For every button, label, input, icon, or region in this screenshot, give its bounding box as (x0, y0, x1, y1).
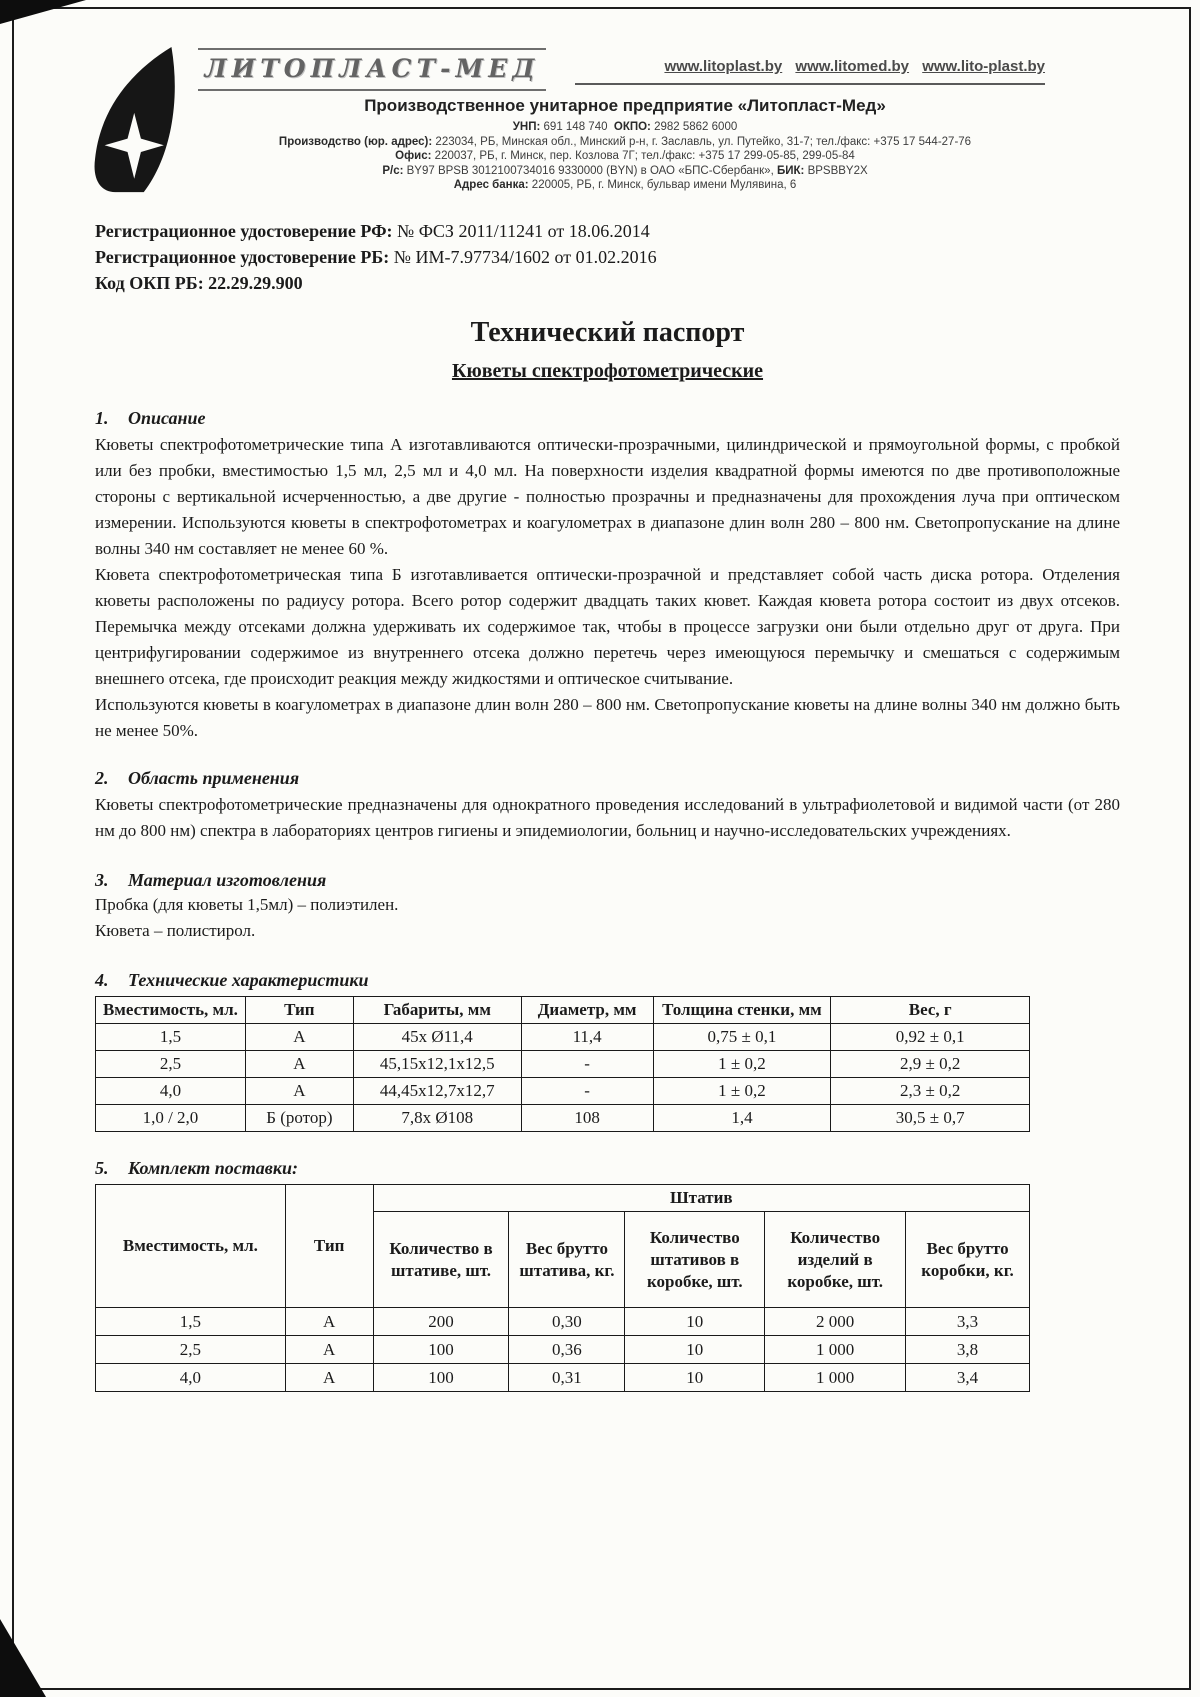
cell: 10 (625, 1364, 765, 1392)
registration-by-label: Регистрационное удостоверение РБ: (95, 247, 390, 267)
detail-line-bank-account (205, 164, 1045, 179)
material-cuvette-line: Кювета – полистирол. (95, 921, 256, 940)
delivery-col-type: Тип (285, 1185, 373, 1308)
company-details (205, 120, 1045, 193)
company-name: Производственное унитарное предприятие «Литопласт-Мед» (364, 96, 886, 115)
section-application (95, 766, 1120, 844)
unp-label: УНП: (512, 121, 541, 133)
section-5-heading (95, 1156, 1120, 1180)
okp-code-line: Код ОКП РБ: 22.29.29.900 (95, 273, 303, 293)
delivery-set-table (95, 1184, 1030, 1392)
section-3-heading (95, 868, 1120, 892)
section-4-number: 4. (95, 970, 109, 990)
section-2-title: Область применения (128, 768, 300, 788)
specs-col-dimensions: Габариты, мм (353, 997, 521, 1024)
specifications-table (95, 996, 1030, 1132)
cell: 45,15х12,1х12,5 (353, 1051, 521, 1078)
production-value: 223034, РБ, Минская обл., Минский р-н, г. Заславль, ул. Путейко, 31-7; тел./факс: +375 17 544-27-76 (435, 135, 972, 148)
unp-value: 691 148 740 (543, 121, 608, 133)
specs-col-capacity: Вместимость, мл. (96, 997, 246, 1024)
account-value: BY97 BPSB 3012100734016 9330000 (BYN) в ОАО «БПС-Сбербанк», (406, 164, 774, 177)
cell: 100 (373, 1364, 509, 1392)
registration-ru-label: Регистрационное удостоверение РФ: (95, 221, 393, 241)
cell: 108 (521, 1105, 653, 1132)
cell: 3,3 (906, 1308, 1030, 1336)
cell: А (245, 1024, 353, 1051)
section-4-title: Технические характеристики (128, 970, 369, 990)
registration-ru-value: № ФСЗ 2011/11241 от 18.06.2014 (397, 221, 650, 241)
cell: 1 000 (765, 1364, 906, 1392)
cell: А (285, 1308, 373, 1336)
cell: А (245, 1078, 353, 1105)
cell: 0,30 (509, 1308, 625, 1336)
delivery-col-qty-in-rack: Количество в штативе, шт. (373, 1212, 509, 1308)
section-2-heading (95, 766, 1120, 790)
scan-artifact-bottom-left (0, 1619, 46, 1697)
section-3-number: 3. (95, 870, 109, 890)
cell: 2,5 (96, 1051, 246, 1078)
cell: А (285, 1336, 373, 1364)
section-material (95, 868, 1120, 944)
section-1-body (95, 432, 1120, 744)
delivery-col-box-weight: Вес брутто коробки, кг. (906, 1212, 1030, 1308)
section-1-title: Описание (128, 408, 206, 428)
section-5-number: 5. (95, 1158, 109, 1178)
delivery-group-row (96, 1185, 1030, 1212)
cell: 0,31 (509, 1364, 625, 1392)
paragraph-type-a: Кюветы спектрофотометрические типа А изготавливаются оптически-прозрачными, цилиндрической и прямоугольной формы, с пробкой или без пробки, вместимостью 1,5 мл, 2,5 мл и 4,0 мл. На поверхности изделия квадратной формы имеются по две противоположные стороны с вертикальной исчерченностью, а две другие - полностью прозрачны и предназначены для прохождения луча при оптическом измерении. Используются кюветы в спектрофотометрах и коагулометрах в диапазоне длин волн 280 – 800 нм. Светопропускание на длине волны 340 нм составляет не менее 60 %. (95, 435, 1120, 558)
cell: 2,5 (96, 1336, 286, 1364)
table-row (96, 1105, 1030, 1132)
cell: 10 (625, 1308, 765, 1336)
paragraph-type-b: Кювета спектрофотометрическая типа Б изготавливается оптически-прозрачной и представляет собой часть диска ротора. Отделения кюветы расположены по радиусу ротора. Всего ротор содержит двадцать таких кювет. Каждая кювета ротора состоит из двух отсеков. Перемычка между отсеками должна удерживать их содержимое так, чтобы в процессе загрузки они были отдельно друг от друга. При центрифугировании содержимое из внутреннего отсека должно перетечь через имеющуюся перемычку и смешаться с содержимым внешнего отсека, где происходит реакция между жидкостями и оптическое считывание. (95, 565, 1120, 688)
delivery-col-items-per-box: Количество изделий в коробке, шт. (765, 1212, 906, 1308)
document-title: Технический паспорт (470, 317, 745, 348)
cell: 1 ± 0,2 (653, 1078, 831, 1105)
section-description (95, 406, 1120, 744)
cell: 200 (373, 1308, 509, 1336)
cell: 100 (373, 1336, 509, 1364)
cell: 2,3 ± 0,2 (831, 1078, 1030, 1105)
table-row (96, 1024, 1030, 1051)
registration-by-line (95, 244, 1120, 270)
cell: 45х Ø11,4 (353, 1024, 521, 1051)
registration-ru-line (95, 218, 1120, 244)
section-2-number: 2. (95, 768, 109, 788)
cell: 3,8 (906, 1336, 1030, 1364)
table-row (96, 1364, 1030, 1392)
office-value: 220037, РБ, г. Минск, пер. Козлова 7Г; тел./факс: +375 17 299-05-85, 299-05-84 (434, 150, 855, 162)
specs-col-type: Тип (245, 997, 353, 1024)
okpo-value: 2982 5862 6000 (654, 121, 738, 133)
cell: 11,4 (521, 1024, 653, 1051)
cell: 1 000 (765, 1336, 906, 1364)
bank-address-label: Адрес банка: (453, 179, 529, 191)
delivery-col-racks-per-box: Количество штативов в коробке, шт. (625, 1212, 765, 1308)
company-logo-icon (91, 46, 187, 194)
cell: 7,8х Ø108 (353, 1105, 521, 1132)
cell: 1,5 (96, 1308, 286, 1336)
delivery-col-capacity: Вместимость, мл. (96, 1185, 286, 1308)
table-row (96, 1308, 1030, 1336)
office-label: Офис: (395, 150, 432, 162)
cell: 1,5 (96, 1024, 246, 1051)
section-4-heading (95, 968, 1120, 992)
section-2-body (95, 792, 1120, 844)
bik-value: BPSBBY2X (807, 164, 868, 177)
letterhead (95, 44, 1045, 194)
website-link-litoplast: www.litoplast.by (664, 58, 783, 75)
delivery-group-shtativ: Штатив (373, 1185, 1029, 1212)
section-1-heading (95, 406, 1120, 430)
specs-header-row (96, 997, 1030, 1024)
account-label: Р/с: (382, 164, 404, 177)
cell: - (521, 1051, 653, 1078)
website-link-litomed: www.litomed.by (795, 58, 910, 75)
cell: А (285, 1364, 373, 1392)
bik-label: БИК: (776, 164, 805, 177)
cell: 1 ± 0,2 (653, 1051, 831, 1078)
company-wordmark: ЛИТОПЛАСТ-МЕД (198, 48, 546, 91)
table-row (96, 1336, 1030, 1364)
cell: 2,9 ± 0,2 (831, 1051, 1030, 1078)
section-3-title: Материал изготовления (128, 870, 327, 890)
registration-block (95, 218, 1120, 296)
detail-line-office-address (205, 149, 1045, 164)
specs-col-wall: Толщина стенки, мм (653, 997, 831, 1024)
section-5-title: Комплект поставки: (128, 1158, 298, 1178)
cell: 1,0 / 2,0 (96, 1105, 246, 1132)
paragraph-application: Кюветы спектрофотометрические предназначены для однократного проведения исследований в ультрафиолетовой и видимой части (от 280 нм до 800 нм) спектра в лабораториях центров гигиены и эпидемиологии, больниц и научно-исследовательских учреждениях. (95, 795, 1120, 840)
scan-artifact-top-left (0, 0, 86, 24)
document-subtitle: Кюветы спектрофотометрические (451, 360, 764, 382)
cell: 0,36 (509, 1336, 625, 1364)
cell: 4,0 (96, 1078, 246, 1105)
cell: - (521, 1078, 653, 1105)
website-link-lito-plast: www.lito-plast.by (922, 58, 1045, 75)
registration-by-value: № ИМ-7.97734/1602 от 01.02.2016 (393, 247, 657, 267)
cell: Б (ротор) (245, 1105, 353, 1132)
delivery-col-rack-weight: Вес брутто штатива, кг. (509, 1212, 625, 1308)
material-stopper-line: Пробка (для кюветы 1,5мл) – полиэтилен. (95, 895, 399, 914)
okpo-label: ОКПО: (613, 121, 651, 133)
website-links (575, 58, 1045, 85)
cell: 0,92 ± 0,1 (831, 1024, 1030, 1051)
section-specifications (95, 968, 1120, 1132)
section-1-number: 1. (95, 408, 109, 428)
cell: 10 (625, 1336, 765, 1364)
section-delivery-set (95, 1156, 1120, 1392)
specs-col-weight: Вес, г (831, 997, 1030, 1024)
cell: 44,45х12,7х12,7 (353, 1078, 521, 1105)
production-label: Производство (юр. адрес): (278, 135, 433, 148)
table-row (96, 1078, 1030, 1105)
specs-col-diameter: Диаметр, мм (521, 997, 653, 1024)
cell: 4,0 (96, 1364, 286, 1392)
detail-line-production-address (205, 135, 1045, 150)
table-row (96, 1051, 1030, 1078)
cell: 2 000 (765, 1308, 906, 1336)
detail-line-bank-address (205, 178, 1045, 193)
bank-address-value: 220005, РБ, г. Минск, бульвар имени Мулявина, 6 (531, 179, 797, 191)
cell: 30,5 ± 0,7 (831, 1105, 1030, 1132)
cell: 1,4 (653, 1105, 831, 1132)
paragraph-coagulometers: Используются кюветы в коагулометрах в диапазоне длин волн 280 – 800 нм. Светопропускание кюветы на длине волны 340 нм должно быть не менее 50%. (95, 695, 1120, 740)
cell: 0,75 ± 0,1 (653, 1024, 831, 1051)
cell: 3,4 (906, 1364, 1030, 1392)
cell: А (245, 1051, 353, 1078)
detail-line-unp-okpo (205, 120, 1045, 135)
